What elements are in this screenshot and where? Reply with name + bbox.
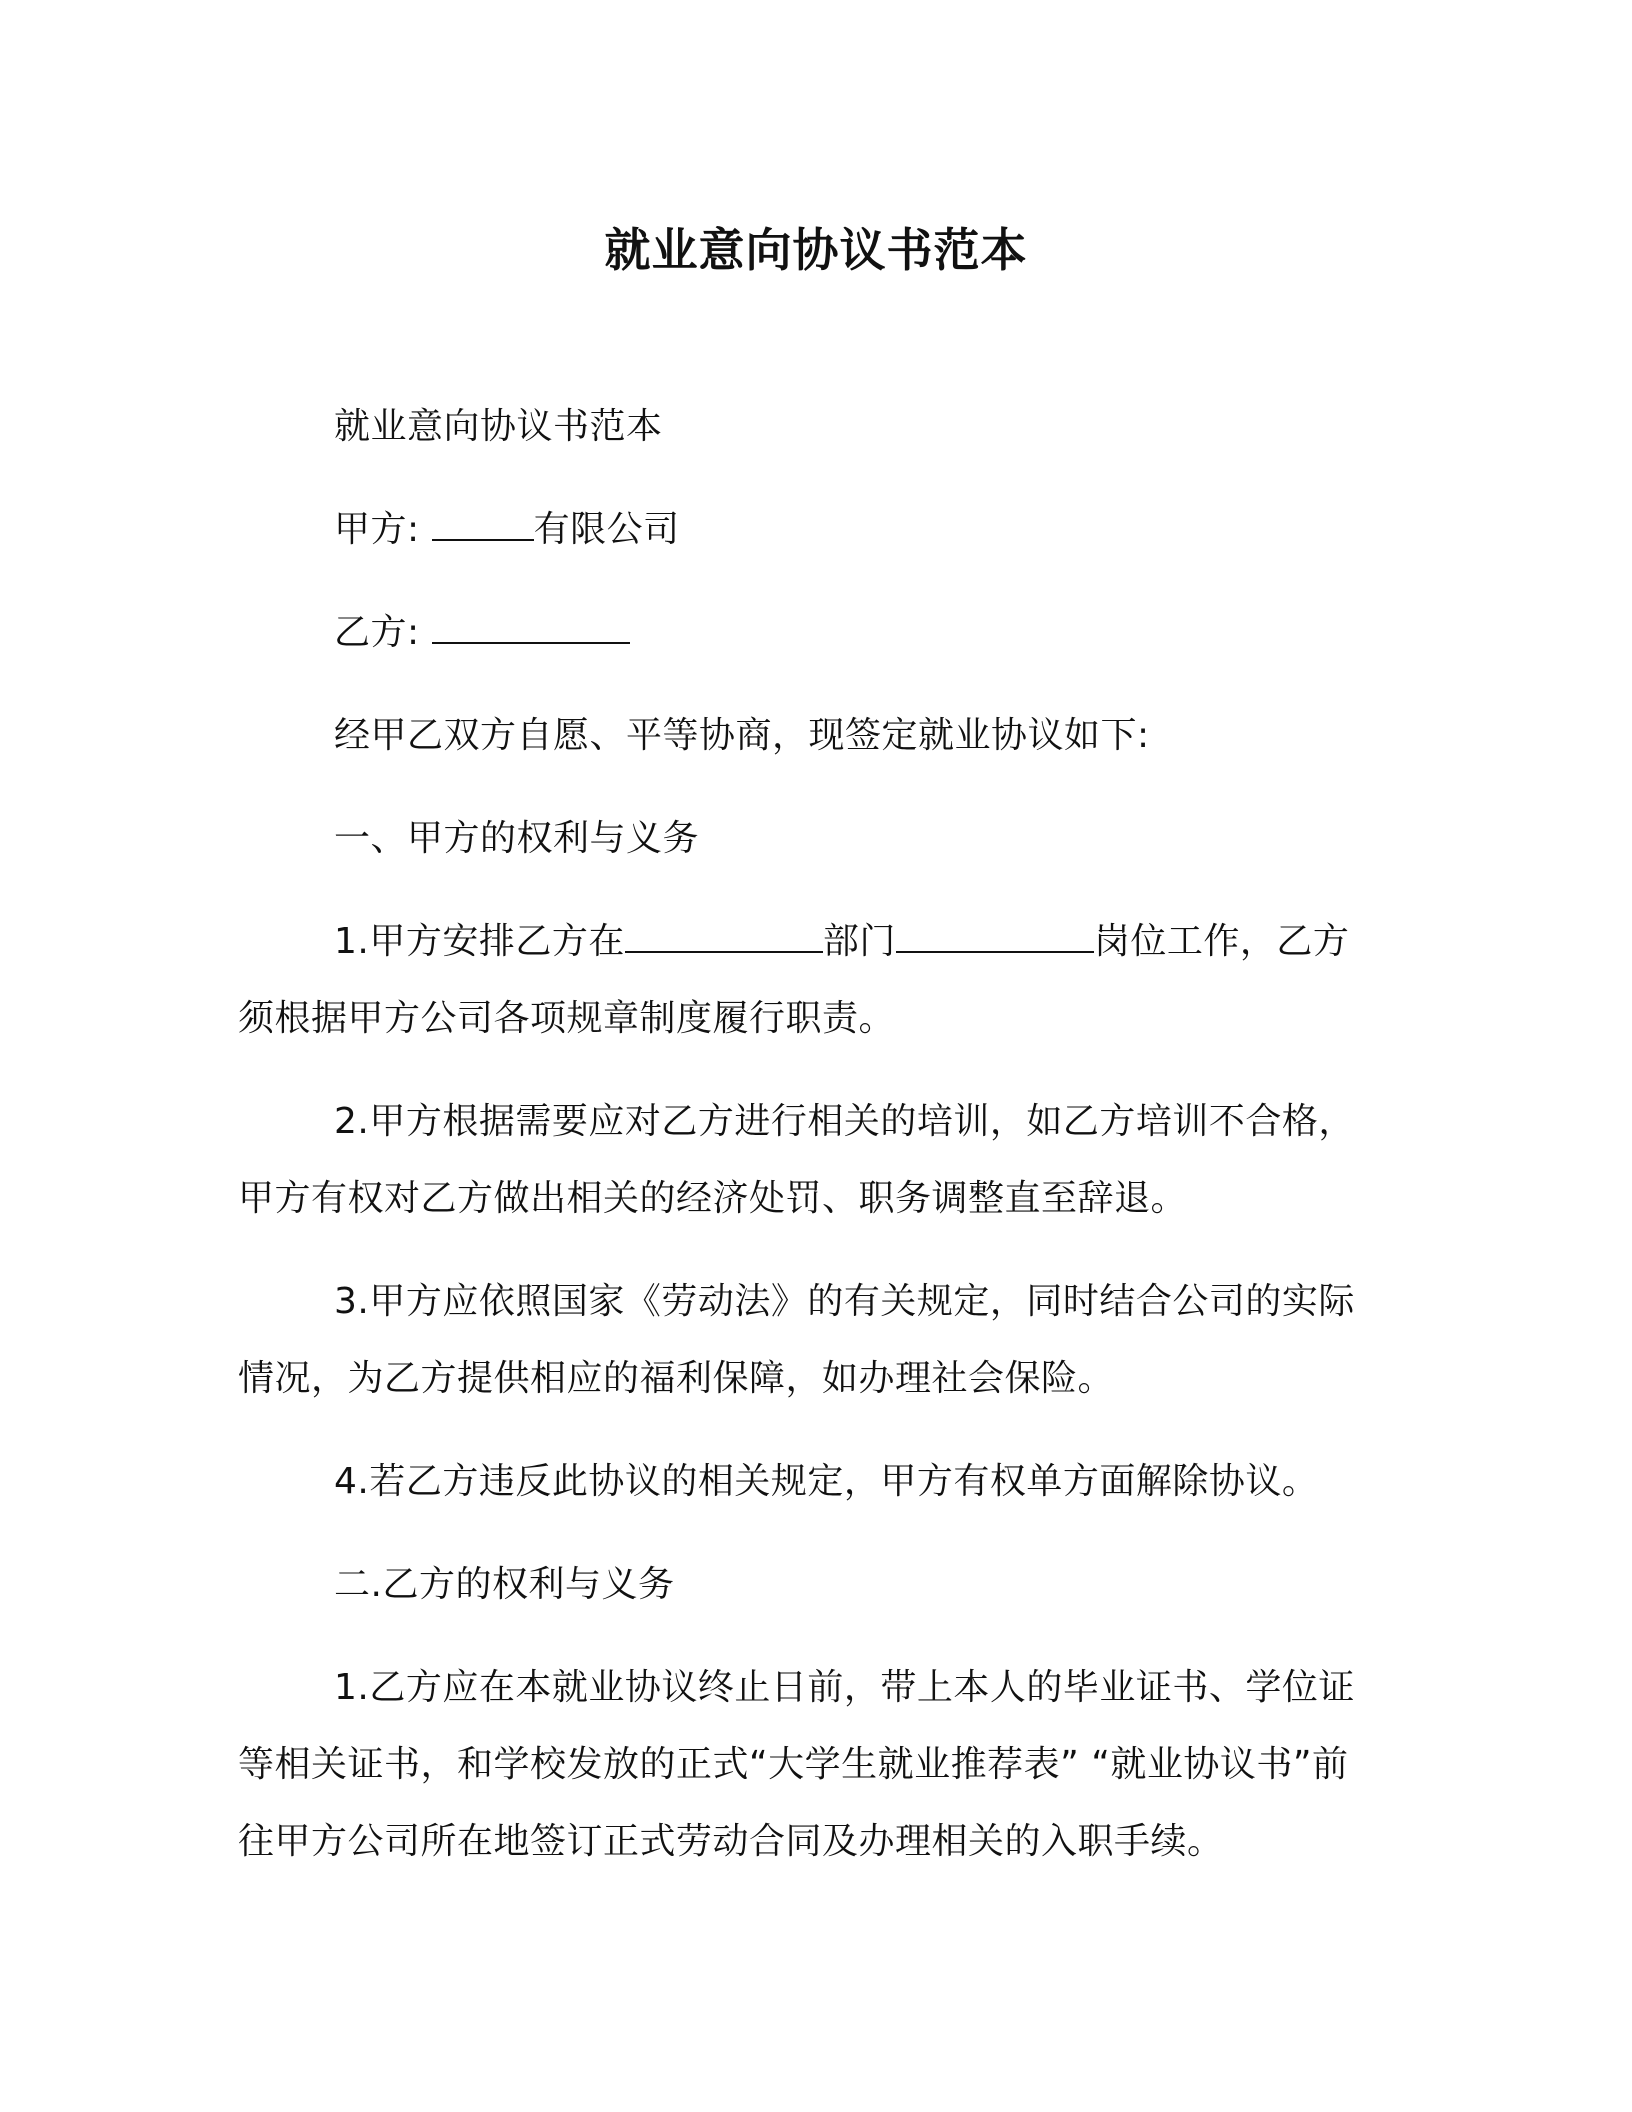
party-a-suffix: 有限公司	[533, 509, 680, 550]
item1-text-b: 部门	[822, 921, 896, 962]
party-b-label: 乙方:	[334, 612, 432, 653]
subtitle: 就业意向协议书范本	[334, 406, 663, 447]
section1-item2: 2.甲方根据需要应对乙方进行相关的培训，如乙方培训不合格，甲方有权对乙方做出相关的经济处罚、职务调整直至辞退。	[238, 1101, 1355, 1219]
party-b-line	[238, 594, 1378, 671]
party-a-line	[238, 491, 1378, 568]
department-blank	[625, 919, 823, 953]
section1-item1	[238, 903, 1378, 1057]
section1-heading: 一、甲方的权利与义务	[334, 818, 700, 859]
item1-text-c: 岗位工作，乙方须根据甲方公司各项规章制度履行职责。	[238, 921, 1350, 1039]
section2-heading: 二.乙方的权利与义务	[334, 1564, 675, 1605]
intro-paragraph: 经甲乙双方自愿、平等协商，现签定就业协议如下:	[334, 715, 1150, 756]
document-body	[238, 388, 1378, 1906]
item1-text-a: 1.甲方安排乙方在	[334, 921, 625, 962]
position-blank	[896, 919, 1094, 953]
party-a-label: 甲方:	[334, 509, 432, 550]
section2-item1: 1.乙方应在本就业协议终止日前，带上本人的毕业证书、学位证等相关证书，和学校发放的正式“大学生就业推荐表” “就业协议书”前往甲方公司所在地签订正式劳动合同及办理相关的入职手续。	[238, 1667, 1355, 1862]
party-b-blank	[432, 610, 630, 644]
section1-item4: 4.若乙方违反此协议的相关规定，甲方有权单方面解除协议。	[334, 1461, 1319, 1502]
section1-item3: 3.甲方应依照国家《劳动法》的有关规定，同时结合公司的实际情况，为乙方提供相应的福利保障，如办理社会保险。	[238, 1281, 1355, 1399]
party-a-blank	[432, 507, 534, 541]
document-title: 就业意向协议书范本	[604, 223, 1028, 277]
